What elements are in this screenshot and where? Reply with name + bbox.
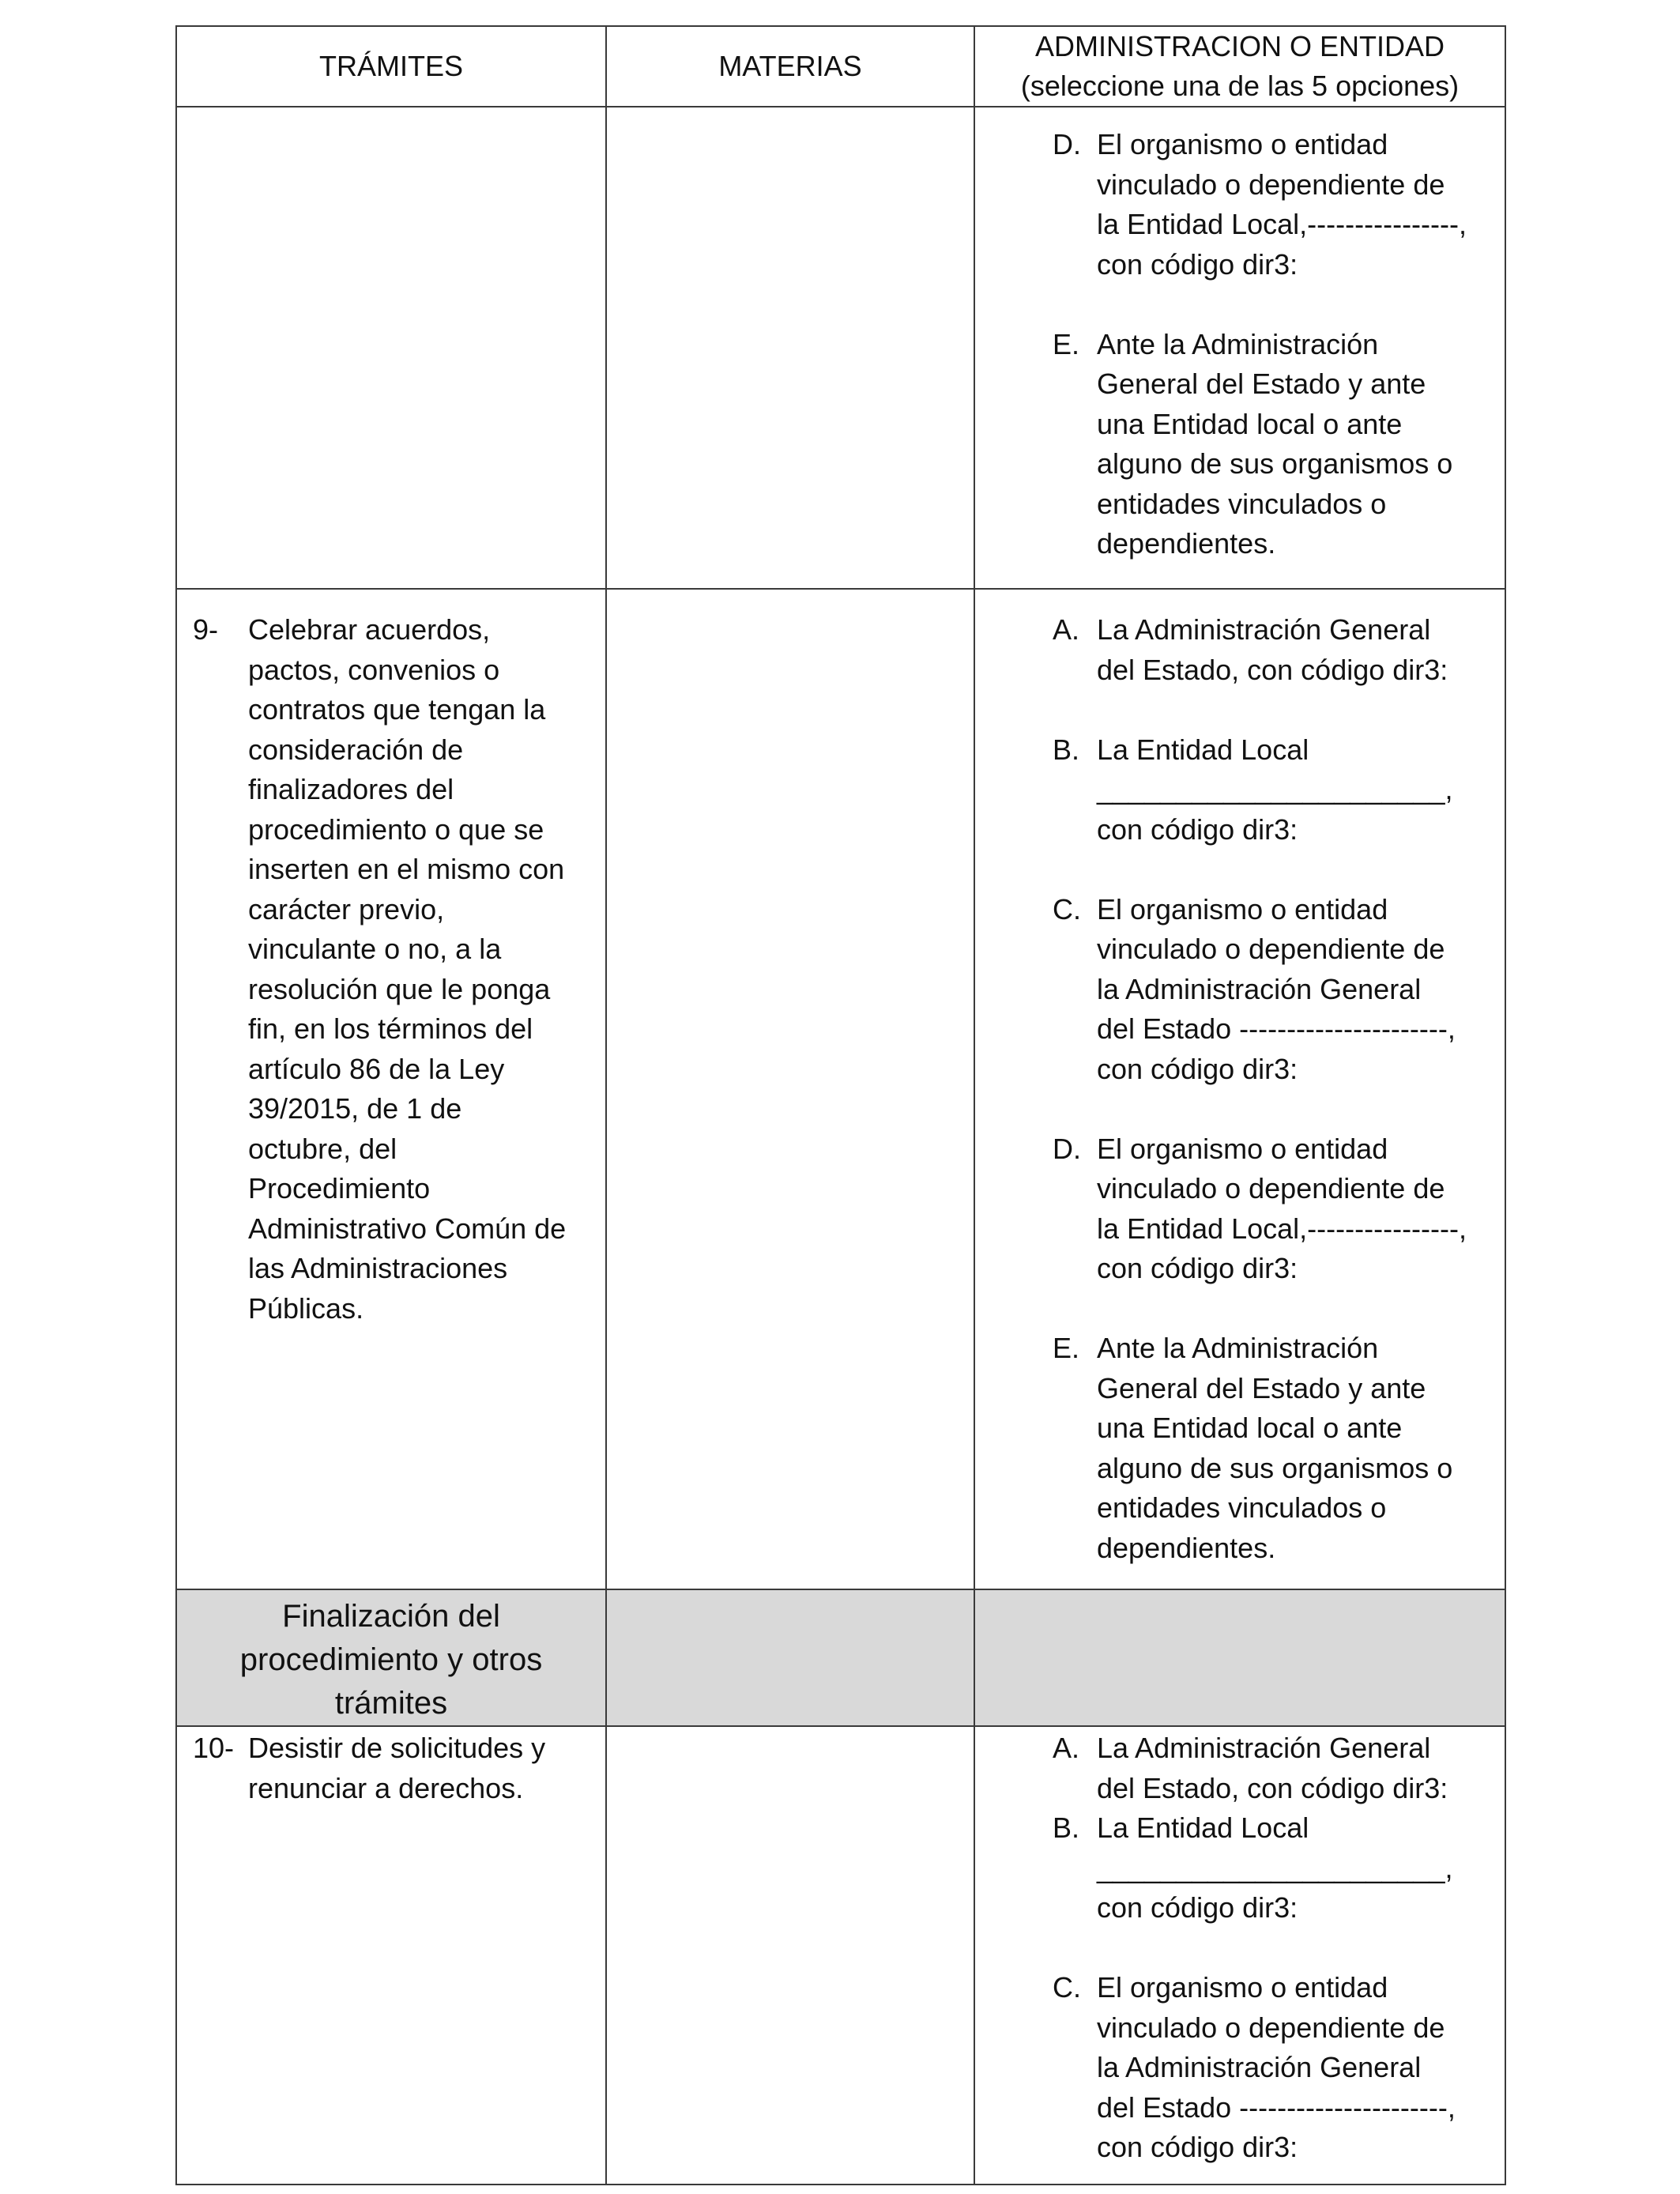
table-row-10 <box>176 1726 1505 2185</box>
section-materias-cell <box>606 1589 974 1726</box>
option-letter: C. <box>1053 1971 1081 2004</box>
option-letter: C. <box>1053 892 1081 925</box>
options-list <box>975 107 1505 580</box>
option-letter: E. <box>1053 1332 1080 1364</box>
tramites-table <box>175 25 1506 2185</box>
tramite-text: Celebrar acuerdos, pactos, convenios o contratos que tengan la consideración de finalizadores del procedimiento o que se inserten en el mismo con carácter previo, vinculante o no, a la resolución que le ponga fin, en los términos del artículo 86 de la Ley 39/2015, de 1 de octubre, del Procedimiento Administrativo Común de las Administraciones Públicas. <box>248 613 567 1325</box>
tramite-cell <box>176 107 606 589</box>
section-row <box>176 1589 1505 1726</box>
header-administracion <box>974 26 1505 107</box>
tramite-item <box>177 1727 605 1824</box>
header-administracion-hint: (seleccione una de las 5 opciones) <box>1020 70 1460 102</box>
tramite-item <box>177 590 605 1344</box>
option-item <box>975 125 1489 285</box>
option-item <box>975 1129 1489 1289</box>
option-text: La Administración General del Estado, con código dir3: <box>1097 613 1448 686</box>
option-letter: D. <box>1053 128 1081 160</box>
option-text: Ante la Administración General del Estado y ante una Entidad local o ante alguno de sus organismos o entidades vinculados o dependientes. <box>1097 327 1453 560</box>
option-letter: B. <box>1053 733 1080 766</box>
section-title: Finalización del procedimiento y otros trámites <box>239 1599 543 1721</box>
options-list <box>975 590 1505 1584</box>
header-administracion-label: ADMINISTRACION O ENTIDAD <box>1034 30 1445 62</box>
materias-cell <box>606 1726 974 2185</box>
section-title-cell <box>176 1589 606 1726</box>
option-item <box>975 610 1489 690</box>
option-text: Ante la Administración General del Estado y ante una Entidad local o ante alguno de sus organismos o entidades vinculados o dependientes. <box>1097 1332 1453 1564</box>
section-options-cell <box>974 1589 1505 1726</box>
options-list <box>975 1727 1505 2184</box>
option-item <box>975 730 1489 850</box>
options-cell <box>974 107 1505 589</box>
option-letter: B. <box>1053 1811 1080 1844</box>
option-item <box>975 1329 1489 1568</box>
options-cell <box>974 589 1505 1589</box>
option-text: La Entidad Local ______________________, con código dir3: <box>1097 733 1453 846</box>
tramite-number: 9- <box>193 613 219 646</box>
option-letter: A. <box>1053 1732 1080 1764</box>
option-text: La Entidad Local ______________________, con código dir3: <box>1097 1811 1453 1924</box>
tramite-cell <box>176 1726 606 2185</box>
option-letter: A. <box>1053 613 1080 646</box>
option-letter: D. <box>1053 1132 1081 1165</box>
tramite-cell <box>176 589 606 1589</box>
option-item <box>975 1808 1489 1928</box>
header-tramites <box>176 26 606 107</box>
option-text: El organismo o entidad vinculado o dependiente de la Entidad Local,----------------, con código dir3: <box>1097 128 1467 281</box>
option-text: El organismo o entidad vinculado o dependiente de la Administración General del Estado ----------------------, con código dir3: <box>1097 1971 1456 2163</box>
option-letter: E. <box>1053 327 1080 360</box>
header-materias <box>606 26 974 107</box>
option-text: El organismo o entidad vinculado o dependiente de la Administración General del Estado ----------------------, con código dir3: <box>1097 892 1456 1085</box>
option-item <box>975 1728 1489 1808</box>
header-tramites-label: TRÁMITES <box>318 50 463 82</box>
tramite-number: 10- <box>193 1732 235 1764</box>
header-row <box>176 26 1505 107</box>
materias-cell <box>606 107 974 589</box>
tramite-text: Desistir de solicitudes y renunciar a derechos. <box>248 1732 546 1804</box>
materias-cell <box>606 589 974 1589</box>
option-text: La Administración General del Estado, con código dir3: <box>1097 1732 1448 1804</box>
options-cell <box>974 1726 1505 2185</box>
option-item <box>975 1968 1489 2168</box>
option-text: El organismo o entidad vinculado o dependiente de la Entidad Local,----------------, con código dir3: <box>1097 1132 1467 1284</box>
option-item <box>975 325 1489 564</box>
header-materias-label: MATERIAS <box>718 50 862 82</box>
table-row-9 <box>176 589 1505 1589</box>
table-row-continuation <box>176 107 1505 589</box>
option-item <box>975 890 1489 1090</box>
